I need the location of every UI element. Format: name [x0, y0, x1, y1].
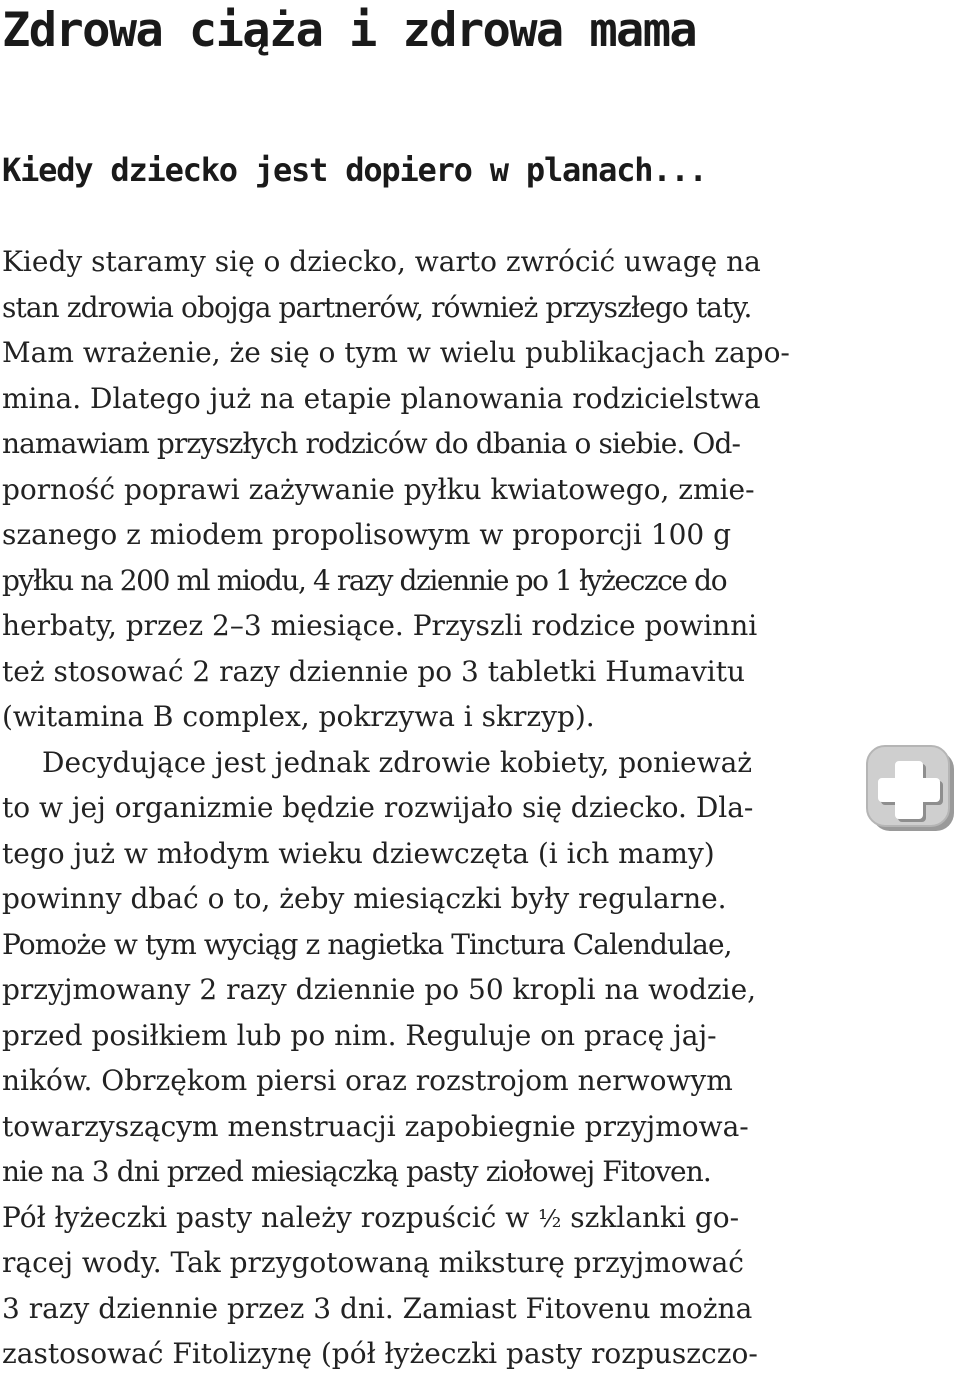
text-line: to w jej organizmie będzie rozwijało się dziecko. Dla- [2, 791, 754, 824]
text-line: Mam wrażenie, że się o tym w wielu publikacjach zapo- [2, 336, 790, 369]
text-line: szanego z miodem propolisowym w proporcji 100 g [2, 518, 732, 551]
text-line: namawiam przyszłych rodziców do dbania o siebie. Od- [2, 427, 741, 460]
page-title: Zdrowa ciąża i zdrowa mama [2, 3, 697, 58]
text-line: przyjmowany 2 razy dziennie po 50 kropli na wodzie, [2, 973, 757, 1006]
text-line: towarzyszącym menstruacji zapobiegnie przyjmowa- [2, 1109, 749, 1143]
section-heading: Kiedy dziecko jest dopiero w planach... [2, 151, 707, 189]
text-line: mina. Dlatego już na etapie planowania rodzicielstwa [2, 381, 761, 415]
text-line: stan zdrowia obojga partnerów, również przyszłego taty. [2, 290, 752, 324]
text-line: tego już w młodym wieku dziewczęta (i ich mamy) [2, 836, 715, 870]
text-line: Decydujące jest jednak zdrowie kobiety, ponieważ [42, 745, 753, 779]
text-line: Pomoże w tym wyciąg z nagietka Tinctura Calendulae, [2, 927, 732, 961]
text-line: zastosować Fitolizynę (pół łyżeczki pasty rozpuszczo- [2, 1337, 758, 1370]
text-line: Kiedy staramy się o dziecko, warto zwrócić uwagę na [2, 245, 761, 278]
text-line: 3 razy dziennie przez 3 dni. Zamiast Fitovenu można [2, 1291, 753, 1325]
text-line-with-fraction [2, 1195, 777, 1241]
text-line: pyłku na 200 ml miodu, 4 razy dziennie po 1 łyżeczce do [2, 563, 727, 597]
text-line: herbaty, przez 2–3 miesiące. Przyszli rodzice powinni [2, 609, 758, 642]
text-line: też stosować 2 razy dziennie po 3 tabletki Humavitu [2, 654, 745, 688]
text-fragment: szklanki go- [570, 1200, 740, 1234]
fraction-half: ½ [538, 1204, 562, 1233]
text-line: ników. Obrzękom piersi oraz rozstrojom nerwowym [2, 1064, 733, 1097]
text-line: przed posiłkiem lub po nim. Reguluje on pracę jaj- [2, 1018, 717, 1052]
medical-cross-icon [866, 745, 956, 833]
text-line: powinny dbać o to, żeby miesiączki były regularne. [2, 882, 727, 915]
text-line: porność poprawi zażywanie pyłku kwiatowego, zmie- [2, 472, 755, 506]
text-line: nie na 3 dni przed miesiączką pasty ziołowej Fitoven. [2, 1155, 711, 1188]
text-fragment: Pół łyżeczki pasty należy rozpuścić w [2, 1200, 530, 1234]
text-line: rącej wody. Tak przygotowaną miksturę przyjmować [2, 1246, 744, 1279]
text-line: (witamina B complex, pokrzywa i skrzyp). [2, 700, 595, 733]
article-body [2, 239, 790, 1377]
